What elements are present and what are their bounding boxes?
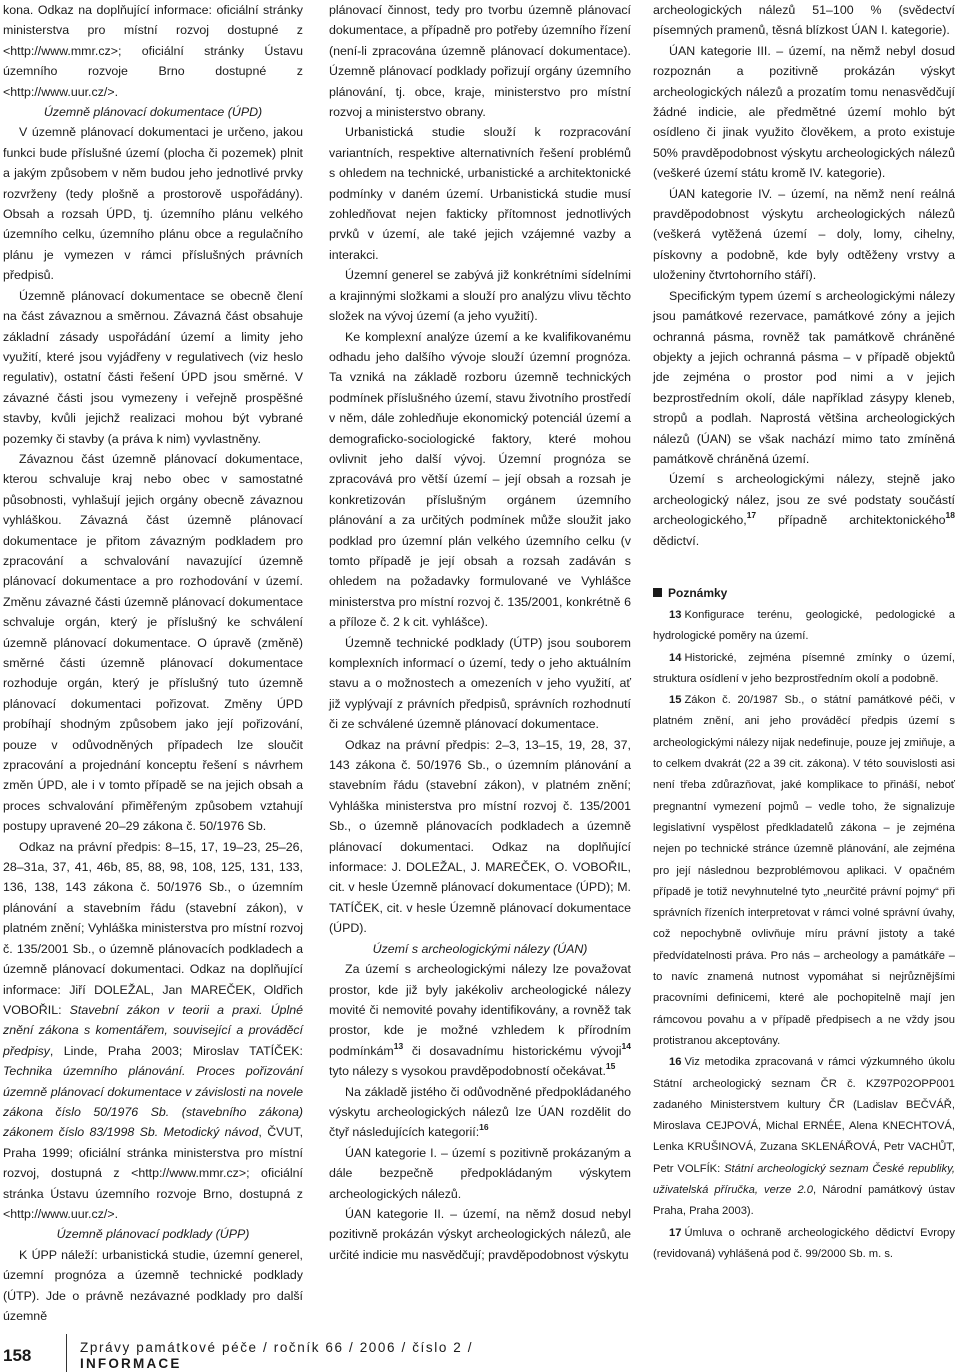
footnote-ref[interactable]: 18: [945, 510, 955, 521]
italic-title: Stavební zákon v teorii a praxi. Úplné znění zákona s komentářem, související a prováděcí předpisy: [3, 1002, 303, 1058]
paragraph: [653, 469, 955, 551]
paragraph: Územní generel se zabývá již konkrétními sídelními a krajinnými složkami a slouží pro analýzu vlivu těchto složek na vývoj území (a jeho využití).: [329, 268, 631, 324]
paragraph: plánovací činnost, tedy pro tvorbu územně plánovací dokumentace, a případně pro potřeby územního řízení (není-li zpracována územně plánovací dokumentace). Územně plánovací podklady pořizují orgány územního plánování, tj. obce, kraje, ministerstvo pro místní rozvoj a ministerstvo obrany.: [329, 3, 631, 120]
journal-citation: Zprávy památkové péče / ročník 66 / 2006 / číslo 2 /: [80, 1340, 474, 1355]
paragraph: ÚAN kategorie III. – území, na němž nebyl dosud rozpoznán a pozitivně prokázán výskyt archeologických nálezů a prozatím tomu nenasvědčují žádné indicie, ale předmětné území mohlo být osídleno či jinak využito člověkem, a proto existuje 50% pravděpodobnost výskytu archeologických nálezů (veškeré území státu kromě IV. kategorie).: [653, 43, 955, 181]
footnote-ref[interactable]: 16: [479, 1122, 489, 1133]
footnote-text: Viz metodika zpracovaná v rámci výzkumného úkolu Státní archeologický seznam ČR č. KZ97P02OPP001 zadaného Ministerstvem kultury ČR (Ladislav BEČVÁŘ, Miroslava CEJPOVÁ, Michal ERNÉE, Alena KNECHTOVÁ, Lenka KRUŠINOVÁ, Zuzana SKLENÁŘOVÁ, Petr VACHŮT, Petr VOLFÍK:: [653, 1056, 955, 1175]
text-span: případně architektonického: [756, 513, 946, 528]
page-footer: [0, 1326, 960, 1372]
footnote-text: Konfigurace terénu, geologické, pedologické a hydrologické poměry na území.: [653, 608, 955, 643]
footnote-ref[interactable]: 14: [621, 1040, 631, 1051]
footnote: [653, 1223, 955, 1266]
paragraph: Územně plánovací dokumentace se obecně člení na část závaznou a směrnou. Závazná část obsahuje základní zásady uspořádání území a limity jeho využití, které jsou vyjádřeny v regulativech (viz heslo regulativ), ostatní části řešení ÚPD jsou směrné. V závazné části jsou vymezeny i veřejně prospěšné stavby, kvůli jejichž realizaci mohou být vybrané pozemky či stavby (a práva k nim) vyvlastněny.: [3, 288, 303, 446]
text-span: dědictví.: [653, 533, 700, 548]
footnote-number: 17: [669, 1226, 682, 1239]
text-span: Odkaz na právní předpis: 8–15, 17, 19–23, 25–26, 28–31a, 37, 41, 46b, 85, 88, 98, 108, 125, 131, 133, 136, 138, 143 zákona č. 50/1976 Sb., o územním plánování a stavebním řádu (stavební zákon), v platném znění; Vyhláška ministerstva pro místní rozvoj č. 135/2001 Sb., o územně plánovacích podkladech a územně plánovací dokumentaci. Odkaz na doplňující informace: Jiří DOLEŽAL, Jan MAREČEK, Oldřich VOBOŘIL:: [3, 839, 303, 1017]
text-span: či dosavadnímu historickému vývoji: [403, 1043, 622, 1058]
footnote: [653, 1052, 955, 1222]
text-column-right: [653, 0, 955, 1265]
footnotes-title: Poznámky: [668, 585, 728, 600]
text-span: , Linde, Praha 2003; Miroslav TATÍČEK:: [49, 1043, 303, 1058]
text-span: Území s archeologickými nálezy, stejně jako archeologický nález, jsou ze své podstaty součástí archeologického,: [653, 472, 955, 528]
italic-title: Státní archeologický seznam České republiky, uživatelská příručka, verze 2.0: [653, 1162, 955, 1196]
footnote-number: 13: [669, 608, 682, 621]
paragraph: Specifickým typem území s archeologickými nálezy jsou památkové rezervace, památkové zóny a jejich ochranná pásma, rovněž tak památkově chráněné objekty a jejich ochranná pásma – v případě objektů jde zejména o prostor pod nimi a v jejich bezprostředním okolí, dále například zásypy kleneb, stropů a podlah. Naprostá většina archeologických nálezů (ÚAN) se však nachází mimo tato zmíněná památkově chráněná území.: [653, 288, 955, 466]
footnote-number: 16: [669, 1056, 682, 1069]
paragraph: Závaznou část územně plánovací dokumentace, kterou schvaluje kraj nebo obec v samostatné působnosti, vyhlašují jejich orgány obecně závaznou vyhláškou. Závazná část územně plánovací dokumentace je přitom závazným podkladem pro zpracování a schvalování navazující územně plánovací dokumentace a pro rozhodování v území. Změnu závazné části územně plánovací dokumentace schvaluje orgán, který je příslušný ke schválení územně plánovací dokumentace. O úpravě (změně) směrné části územně plánovací dokumentace rozhoduje orgán, který je příslušný tuto územně plánovací dokumentaci pořizovat. Změny ÚPD probíhají shodným způsobem jako její pořizování, pouze v odůvodněných případech lze sloučit zpracování a projednání konceptu řešení s návrhem změn ÚPD, ale i v tomto případě se na jejich obsah a proces schvalování přiměřeným způsobem vztahují postupy upravené 20–29 zákona č. 50/1976 Sb.: [3, 451, 303, 834]
paragraph: V územně plánovací dokumentaci je určeno, jakou funkci bude příslušné území (plocha či pozemek) plnit a jakým způsobem v něm budou jeho jednotlivé prvky rozvrženy (tedy plošně a prostorově uspořádány). Obsah a rozsah ÚPD, tj. územního plánu velkého územního celku, územního plánu obce a regulačního plánu je vymezen v rámci příslušných právních předpisů.: [3, 125, 303, 283]
footnote-ref[interactable]: 15: [605, 1061, 616, 1072]
paragraph: Ke komplexní analýze území a ke kvalifikovanému odhadu jeho dalšího vývoje slouží územní prognóza. Ta vzniká na základě rozboru územně technických podmínek příslušného území, stavu životního prostředí v něm, dále zohledňuje ekonomický potenciál území a demograficko-sociologické faktory, které mohou ovlivnit jeho další vývoj. Územní prognóza se zpracovává pro větší území – její obsah a rozsah je konkretizován příslušným orgánem územního plánování a za určitých podmínek může sloužit jako podklad pro územní plán velkého územního celku (v tomto případě je její obsah a rozsah zadáván s ohledem na požadavky formulované ve Vyhlášce ministerstva pro místní rozvoj č. 135/2001, konkrétně 6 a příloze č. 2 k cit. vyhlášce).: [329, 329, 631, 630]
text-span: Za území s archeologickými nálezy lze považovat prostor, kde již byly jakékoliv archeologické nálezy movité či nemovité povahy identifikovány, a rovněž tak prostor, kde je možné vzhledem k přírodním podmínkám: [329, 962, 631, 1058]
paragraph: kona. Odkaz na doplňující informace: oficiální stránky ministerstva pro místní rozvoj dostupné z <http://www.mmr.cz>; oficiální stránky Ústavu územního rozvoje Brno dostupné z <http://www.uur.cz/>.: [3, 3, 303, 99]
footnote-text: , Národní památkový ústav Praha, Praha 2003).: [653, 1183, 955, 1218]
page-number: 158: [3, 1346, 32, 1365]
section-heading: Území s archeologickými nálezy (ÚAN): [372, 941, 588, 956]
section-name: INFORMACE: [80, 1356, 182, 1371]
text-span: , ČVUT, Praha 1999; oficiální stránka ministerstva pro místní rozvoj, dostupná z <http://www.mmr.cz>; oficiální stránka Ústavu územního rozvoje Brno, dostupná z <http://www.uur.cz/>.: [3, 1125, 304, 1221]
text-span: Na základě jistého či odůvodněné předpokládaného výskytu archeologických nálezů lze ÚAN rozdělit do čtyř následujících kategorií:: [329, 1084, 631, 1140]
footnote-ref[interactable]: 17: [746, 510, 757, 521]
text-column-middle: [329, 0, 631, 1265]
text-column-left: [3, 0, 303, 1326]
paragraph: ÚAN kategorie IV. – území, na němž není reálná pravděpodobnost výskytu archeologických nálezů (veškerá vytěžená území – doly, lomy, cihelny, pískovny a podobně, kde byly odtěženy vrstvy a uloženiny čtvrtohorního stáří).: [653, 186, 955, 283]
italic-title: Technika územního plánování. Proces pořizování územně plánovací dokumentace v závislosti na novele zákona číslo 50/1976 Sb. (stavebního zákona) zákonem číslo 83/1998 Sb. Metodický návod: [3, 1064, 303, 1140]
paragraph: [329, 1082, 631, 1143]
footnotes-heading: [653, 583, 955, 603]
footnote: [653, 605, 955, 648]
footnote-ref[interactable]: 13: [393, 1040, 404, 1051]
footnote-number: 15: [669, 694, 682, 707]
paragraph: archeologických nálezů 51–100 % (svědectví písemných pramenů, těsná blízkost ÚAN I. kategorie).: [653, 3, 955, 38]
divider: [66, 1334, 67, 1372]
paragraph: Územně technické podklady (ÚTP) jsou souborem komplexních informací o území, tedy o jeho aktuálním stavu a o možnostech a omezeních v jeho využití, ať již vyplývají z právních předpisů, správních rozhodnutí či ze schválené územně plánovací dokumentace.: [329, 635, 631, 732]
paragraph: ÚAN kategorie II. – území, na němž dosud nebyl pozitivně prokázán výskyt archeologických nálezů, ale určité indicie mu nasvědčují; pravděpodobnost výskytu: [329, 1206, 631, 1262]
paragraph: ÚAN kategorie I. – území s pozitivně prokázaným a dále bezpečně předpokládaným výskytem archeologických nálezů.: [329, 1145, 631, 1201]
running-footer: [80, 1340, 473, 1372]
footnote-text: Zákon č. 20/1987 Sb., o státní památkové péči, v platném znění, ani jeho prováděcí předpis území s archeologickými nálezy nijak nedefinuje, pouze jej zmiňuje, a to celkem dvakrát (22 a 39 cit. zákona). V této souvislosti asi není třeba zdůrazňovat, jaké komplikace to přináší, neboť pregnantní vymezení pojmů – vedle toho, že signalizuje legislativní vyspělost předkladatelů zákona – je zejména nejen po technické stránce územně plánování, ale zejména pro její následnou bezproblémovou aplikaci. V opačném případě je totiž nevyhnutelné tyto „neurčité právní pojmy“ při správních řízeních interpretovat v rámci volné správní úvahy, což nepochybně ovlivňuje míru právní jistoty a také předvídatelnosti práva. Pro nás – archeology a památkáře – to navíc znamená nutnost vypomáhat si nejrůznějšími pracovními definicemi, které ale pochopitelně mají jen rámcovou povahu a v případě předpisech a ne vždy jsou protistranou akceptovány.: [653, 694, 955, 1047]
footnote-number: 14: [669, 651, 682, 664]
footnote-text: Úmluva o ochraně archeologického dědictví Evropy (revidovaná) vyhlášená pod č. 99/2000 Sb. m. s.: [653, 1226, 955, 1260]
square-bullet-icon: [653, 588, 662, 597]
paragraph: Urbanistická studie slouží k rozpracování variantních, respektive alternativních řešení problémů s ohledem na technické, urbanistické a architektonické podmínky v daném území. Urbanistická studie musí zohledňovat nejen fakticky přítomnost jednotlivých prvků v území, ale také jejich vzájemné vazby a interakci.: [329, 125, 631, 262]
text-span: tyto nálezy s vysokou pravděpodobností očekávat.: [329, 1064, 606, 1079]
paragraph: [329, 959, 631, 1081]
footnote-text: Historické, zejména písemné zmínky o území, struktura osídlení v jeho bezprostředním okolí a podobně.: [653, 651, 955, 685]
section-heading: Územně plánovací podklady (ÚPP): [56, 1227, 250, 1242]
paragraph: K ÚPP náleží: urbanistická studie, územní generel, územní prognóza a územně technické podklady (ÚTP). Jde o právně nezávazné podklady pro další územně: [3, 1247, 303, 1323]
footnote: [653, 690, 955, 1052]
section-heading: Územně plánovací dokumentace (ÚPD): [43, 105, 263, 120]
footnotes-section: [653, 583, 955, 1265]
paragraph: [3, 837, 303, 1225]
footnote: [653, 648, 955, 691]
paragraph: Odkaz na právní předpis: 2–3, 13–15, 19, 28, 37, 143 zákona č. 50/1976 Sb., o územním plánování a stavebním řádu (stavební zákon), v platném znění; Vyhláška ministerstva pro místní rozvoj č. 135/2001 Sb., o územně plánovacích podkladech a územně plánovací dokumentaci. Odkaz na doplňující informace: J. DOLEŽAL, J. MAREČEK, O. VOBOŘIL, cit. v hesle Územně plánovací dokumentace (ÚPD); M. TATÍČEK, cit. v hesle Územně plánovací dokumentace (ÚPD).: [329, 737, 631, 936]
